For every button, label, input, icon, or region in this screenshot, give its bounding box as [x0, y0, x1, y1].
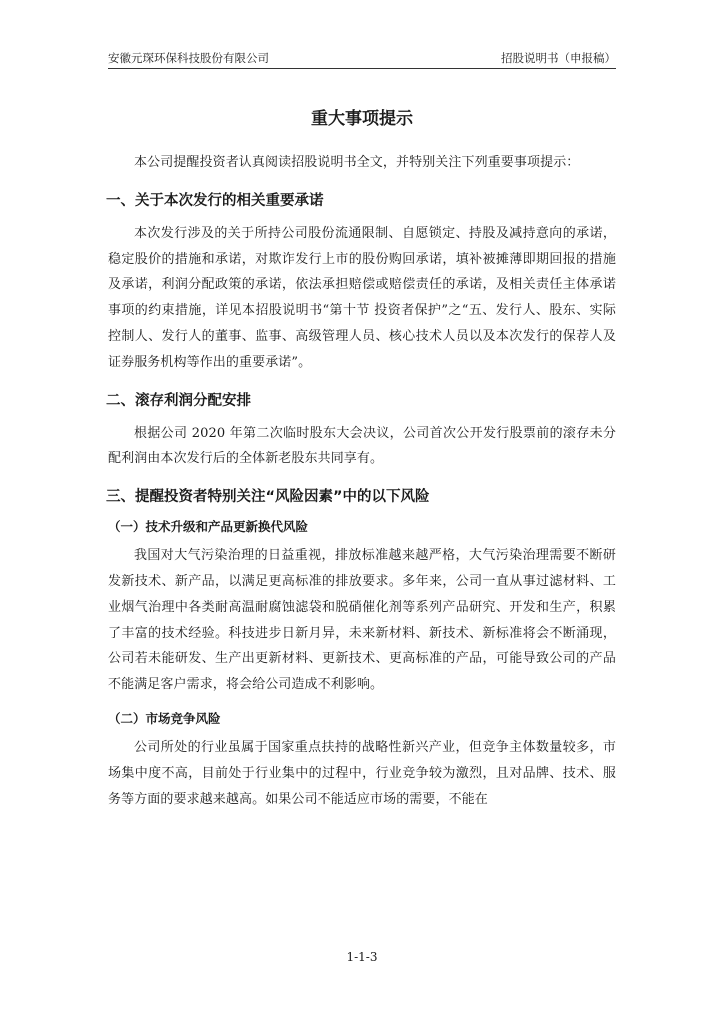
page-content	[108, 98, 616, 812]
section-1-paragraph: 本次发行涉及的关于所持公司股份流通限制、自愿锁定、持股及减持意向的承诺，稳定股价的措施和承诺，对欺诈发行上市的股份购回承诺，填补被摊薄即期回报的措施及承诺，利润分配政策的承诺，依法承担赔偿或赔偿责任的承诺，及相关责任主体承诺事项的约束措施，详见本招股说明书“第十节 投资者保护”之“五、发行人、股东、实际控制人、发行人的董事、监事、高级管理人员、核心技术人员以及本次发行的保荐人及证券服务机构等作出的重要承诺”。	[108, 225, 616, 370]
page-number: 1-1-3	[346, 950, 378, 964]
intro-paragraph: 本公司提醒投资者认真阅读招股说明书全文，并特别关注下列重要事项提示：	[134, 155, 580, 170]
section-1-heading: 一、关于本次发行的相关重要承诺	[106, 192, 324, 209]
subsection-1-heading: （一）技术升级和产品更新换代风险	[108, 519, 309, 535]
page-header	[108, 50, 616, 69]
subsection-2-paragraph: 公司所处的行业虽属于国家重点扶持的战略性新兴产业，但竞争主体数量较多，市场集中度不高，目前处于行业集中的过程中，行业竞争较为激烈，且对品牌、技术、服务等方面的要求越来越高。如果公司不能适应市场的需要，不能在	[108, 739, 616, 807]
subsection-1-paragraph: 我国对大气污染治理的日益重视，排放标准越来越严格，大气污染治理需要不断研发新技术、新产品，以满足更高标准的排放要求。多年来，公司一直从事过滤材料、工业烟气治理中各类耐高温耐腐蚀滤袋和脱硝催化剂等系列产品研究、开发和生产，积累了丰富的技术经验。科技进步日新月异，未来新材料、新技术、新标准将会不断涌现，公司若未能研发、生产出更新材料、更新技术、更高标准的产品，可能导致公司的产品不能满足客户需求，将会给公司造成不利影响。	[108, 548, 616, 693]
section-2-heading: 二、滚存利润分配安排	[106, 392, 251, 409]
section-2-paragraph: 根据公司 2020 年第二次临时股东大会决议，公司首次公开发行股票前的滚存未分配利润由本次发行后的全体新老股东共同享有。	[108, 425, 616, 467]
header-doc-type: 招股说明书（申报稿）	[501, 51, 616, 65]
subsection-2-heading: （二）市场竞争风险	[108, 710, 221, 726]
header-company: 安徽元琛环保科技股份有限公司	[108, 51, 269, 65]
document-title: 重大事项提示	[311, 109, 413, 129]
section-3-heading: 三、提醒投资者特别关注“风险因素”中的以下风险	[106, 489, 430, 506]
